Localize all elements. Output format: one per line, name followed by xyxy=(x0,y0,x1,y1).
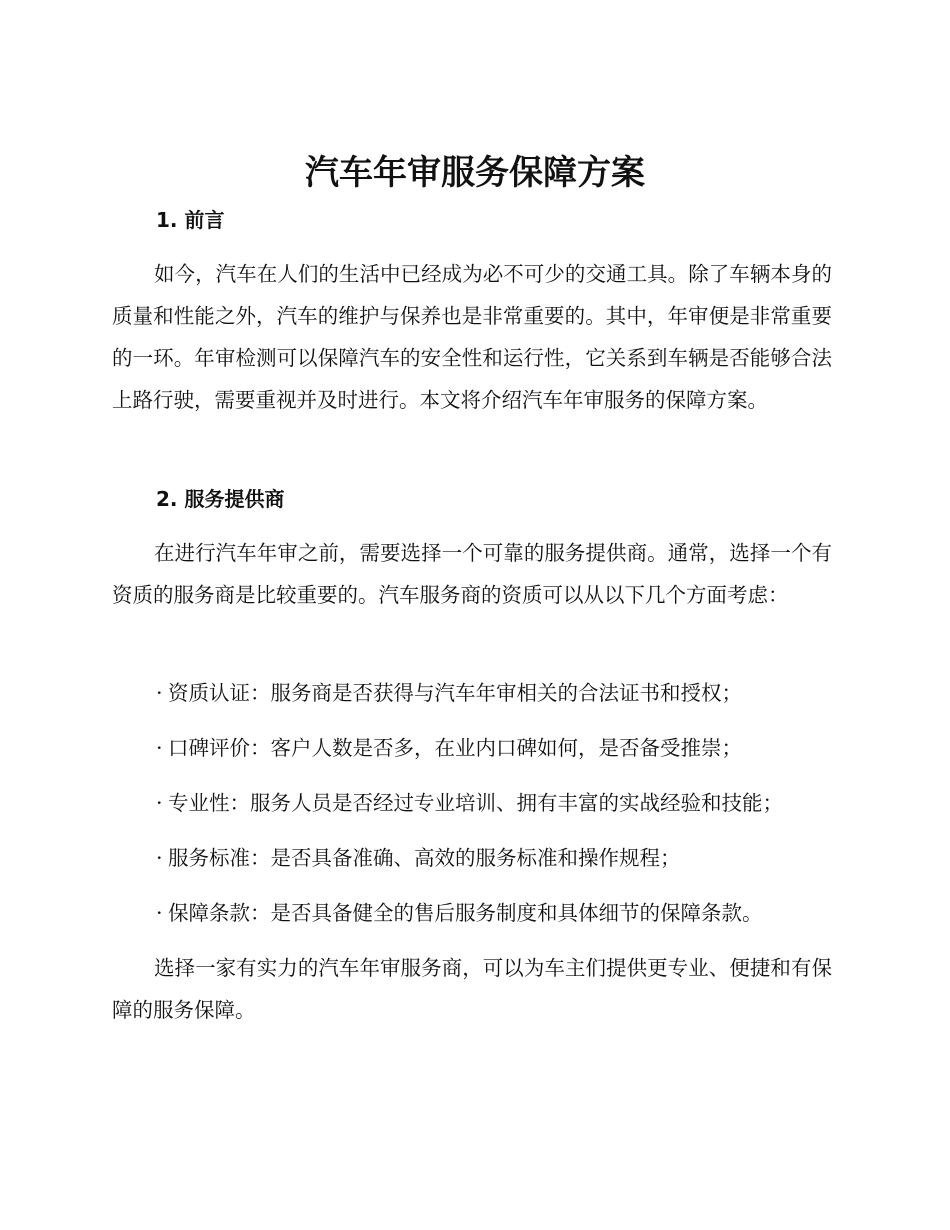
list-item-text: 资质认证：服务商是否获得与汽车年审相关的合法证书和授权； xyxy=(168,681,742,705)
list-item-service-standard xyxy=(156,837,681,879)
list-item-text: 口碑评价：客户人数是否多，在业内口碑如何，是否备受推崇； xyxy=(168,736,742,760)
list-item-reputation xyxy=(156,727,742,769)
bullet-icon: · xyxy=(156,901,163,925)
document-title: 汽车年审服务保障方案 xyxy=(305,153,645,193)
service-provider-paragraph: 在进行汽车年审之前，需要选择一个可靠的服务提供商。通常，选择一个有资质的服务商是比较重要的。汽车服务商的资质可以从以下几个方面考虑： xyxy=(112,541,832,607)
list-item-text: 专业性：服务人员是否经过专业培训、拥有丰富的实战经验和技能； xyxy=(168,791,783,815)
list-item-professionalism xyxy=(156,782,783,824)
section-heading-preface: 1. 前言 xyxy=(156,208,225,232)
section-heading-service-provider: 2. 服务提供商 xyxy=(156,487,285,511)
closing-paragraph: 选择一家有实力的汽车年审服务商，可以为车主们提供更专业、便捷和有保障的服务保障。 xyxy=(112,956,832,1022)
preface-paragraph: 如今，汽车在人们的生活中已经成为必不可少的交通工具。除了车辆本身的质量和性能之外，汽车的维护与保养也是非常重要的。其中，年审便是非常重要的一环。年审检测可以保障汽车的安全性和运行性，它关系到车辆是否能够合法上路行驶，需要重视并及时进行。本文将介绍汽车年审服务的保障方案。 xyxy=(112,262,832,412)
bullet-icon: · xyxy=(156,791,163,815)
bullet-icon: · xyxy=(156,846,163,870)
bullet-icon: · xyxy=(156,681,163,705)
list-item-text: 保障条款：是否具备健全的售后服务制度和具体细节的保障条款。 xyxy=(168,901,763,925)
list-item-text: 服务标准：是否具备准确、高效的服务标准和操作规程； xyxy=(168,846,681,870)
bullet-icon: · xyxy=(156,736,163,760)
list-item-guarantee-terms xyxy=(156,892,763,934)
list-item-qualification xyxy=(156,672,742,714)
